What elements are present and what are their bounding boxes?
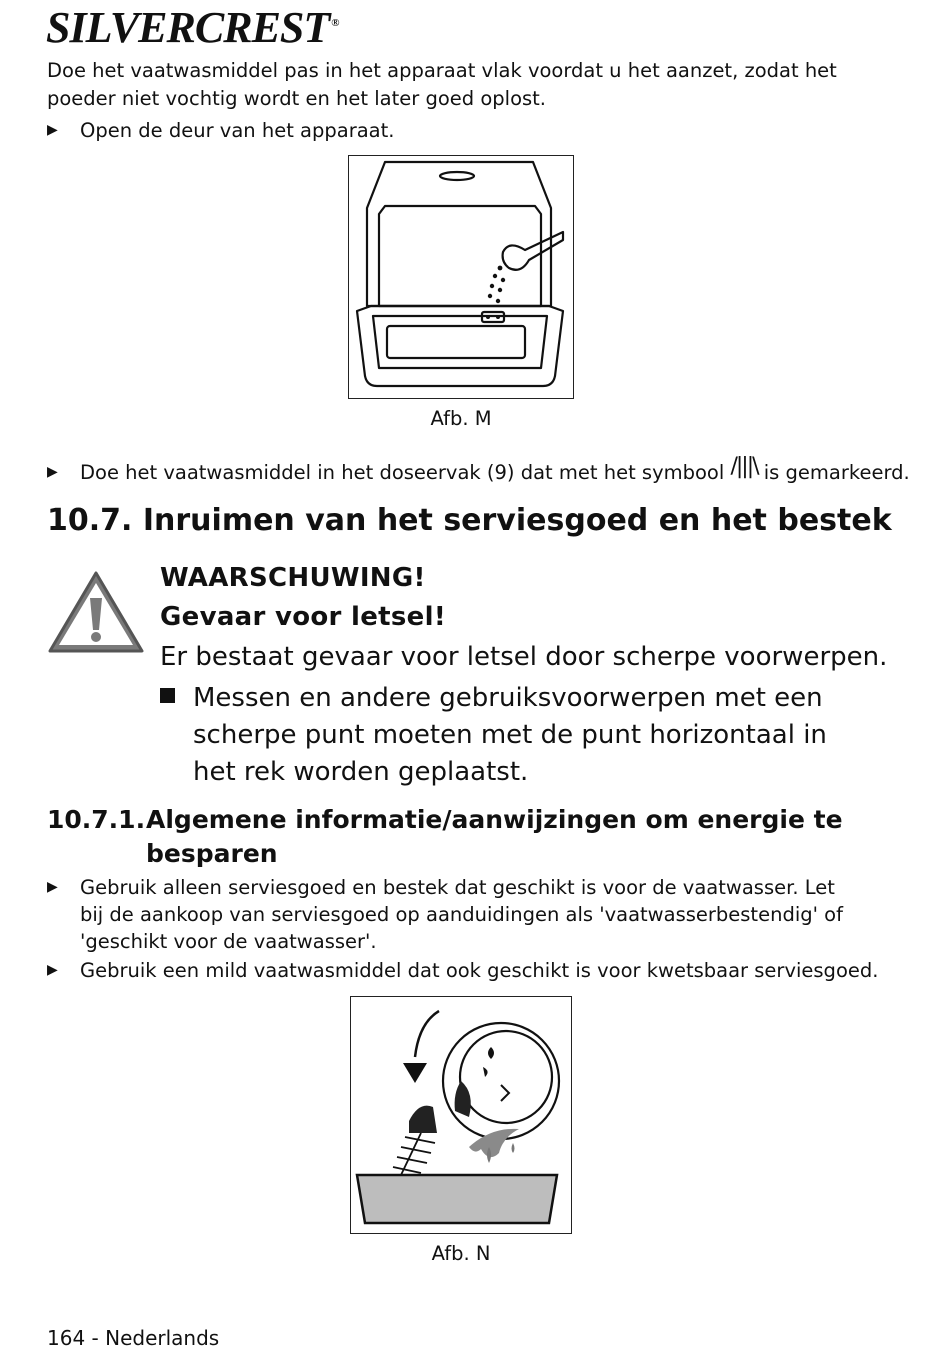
tip-text: Gebruik een mild vaatwasmiddel dat ook geschikt is voor kwetsbaar serviesgoed. [80,959,879,982]
subsection-number: 10.7.1. [47,805,146,834]
brand-name: SILVERCREST [46,3,330,52]
warning-title: WAARSCHUWING! [160,563,426,593]
bullet-arrow-icon: ▶ [47,464,58,480]
tip-text: Gebruik alleen serviesgoed en bestek dat geschikt is voor de vaatwasser. Let bij de aankoop van serviesgoed op aanduidingen als 'vaatwasserbestendig' of 'geschikt voor de vaatwasser'. [80,876,843,953]
figure-m-caption: Afb. M [430,407,492,430]
page-footer: 164 - Nederlands [47,1326,220,1350]
subsection-title: Algemene informatie/aanwijzingen om energie te besparen [146,805,843,868]
brand-logo [46,2,339,53]
step-open-door-text: Open de deur van het apparaat. [80,119,395,142]
figure-n-caption: Afb. N [431,1242,491,1265]
section-heading: 10.7. Inruimen van het serviesgoed en het bestek [47,503,892,538]
warning-bullet: Messen en andere gebruiksvoorwerpen met een scherpe punt moeten met de punt horizontaal in het rek worden geplaatst. [193,683,827,787]
step-detergent-text [80,454,927,486]
intro-paragraph: Doe het vaatwasmiddel pas in het apparaat vlak voordat u het aanzet, zodat het poeder niet vochtig wordt en het later goed oplost. [47,59,837,110]
registered-mark: ® [331,17,339,30]
figure-n [350,996,572,1234]
warning-text: Er bestaat gevaar voor letsel door scherpe voorwerpen. [160,642,888,672]
square-bullet-icon [160,688,175,703]
detergent-symbol-icon: /|||\ [730,454,758,479]
warning-subtitle: Gevaar voor letsel! [160,602,446,632]
scrape-plate-illustration [351,997,570,1232]
step-detergent-before: Doe het vaatwasmiddel in het doseervak (9) dat met het symbool [80,461,725,484]
step-detergent-after: is gemarkeerd. [763,461,910,484]
bullet-arrow-icon: ▶ [47,962,58,978]
bullet-arrow-icon: ▶ [47,122,58,138]
figure-m [348,155,574,399]
warning-triangle-icon [47,570,145,654]
bullet-arrow-icon: ▶ [47,879,58,895]
dishwasher-illustration [349,156,572,397]
